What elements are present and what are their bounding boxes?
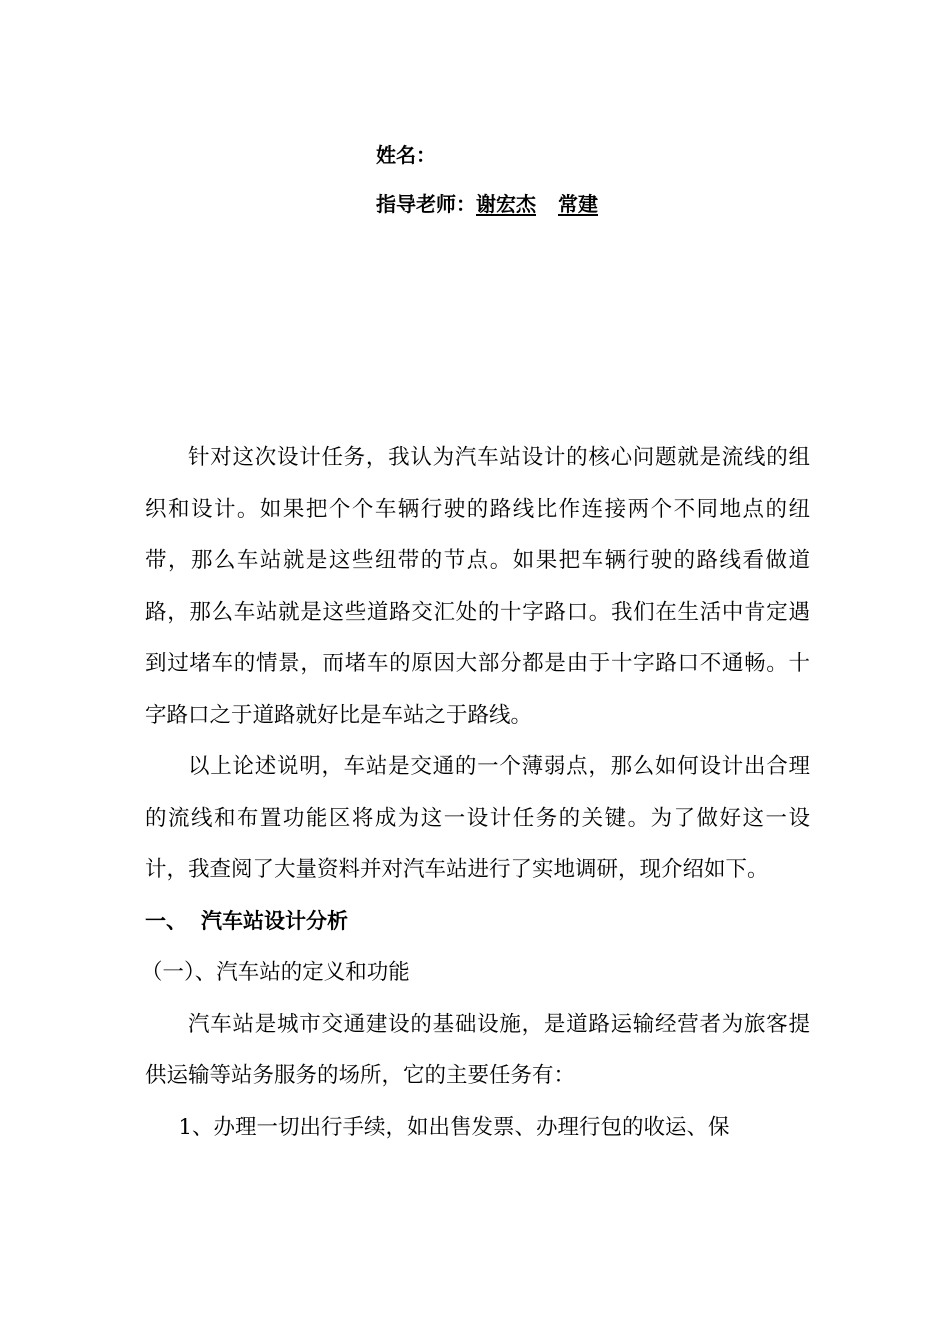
- section-number: 一、: [145, 908, 187, 933]
- advisor-name-2: 常建: [558, 192, 598, 216]
- paragraph-summary: 以上论述说明，车站是交通的一个薄弱点，那么如何设计出合理的流线和布置功能区将成为这一设计任务的关键。为了做好这一设计，我查阅了大量资料并对汽车站进行了实地调研，现介绍如下。: [145, 754, 810, 882]
- advisor-line: [376, 188, 598, 217]
- paragraph-definition: 汽车站是城市交通建设的基础设施，是道路运输经营者为旅客提供运输等站务服务的场所，它的主要任务有：: [145, 1011, 810, 1088]
- paragraph-intro: 针对这次设计任务，我认为汽车站设计的核心问题就是流线的组织和设计。如果把个个车辆行驶的路线比作连接两个不同地点的纽带，那么车站就是这些纽带的节点。如果把车辆行驶的路线看做道路，那么车站就是这些道路交汇处的十字路口。我们在生活中肯定遇到过堵车的情景，而堵车的原因大部分都是由于十字路口不通畅。十字路口之于道路就好比是车站之于路线。: [145, 445, 810, 728]
- list-item: 1、办理一切出行手续，如出售发票、办理行包的收运、保: [178, 1114, 730, 1140]
- advisor-name-1: 谢宏杰: [476, 192, 536, 216]
- advisor-label: 指导老师：: [376, 192, 476, 216]
- section-title: 汽车站设计分析: [201, 908, 348, 933]
- section-heading: [145, 896, 810, 948]
- body-text: [141, 432, 810, 1153]
- student-name-line: [376, 139, 436, 168]
- name-label: 姓名：: [376, 143, 436, 167]
- subsection-heading: （一）、汽车站的定义和功能: [141, 960, 410, 985]
